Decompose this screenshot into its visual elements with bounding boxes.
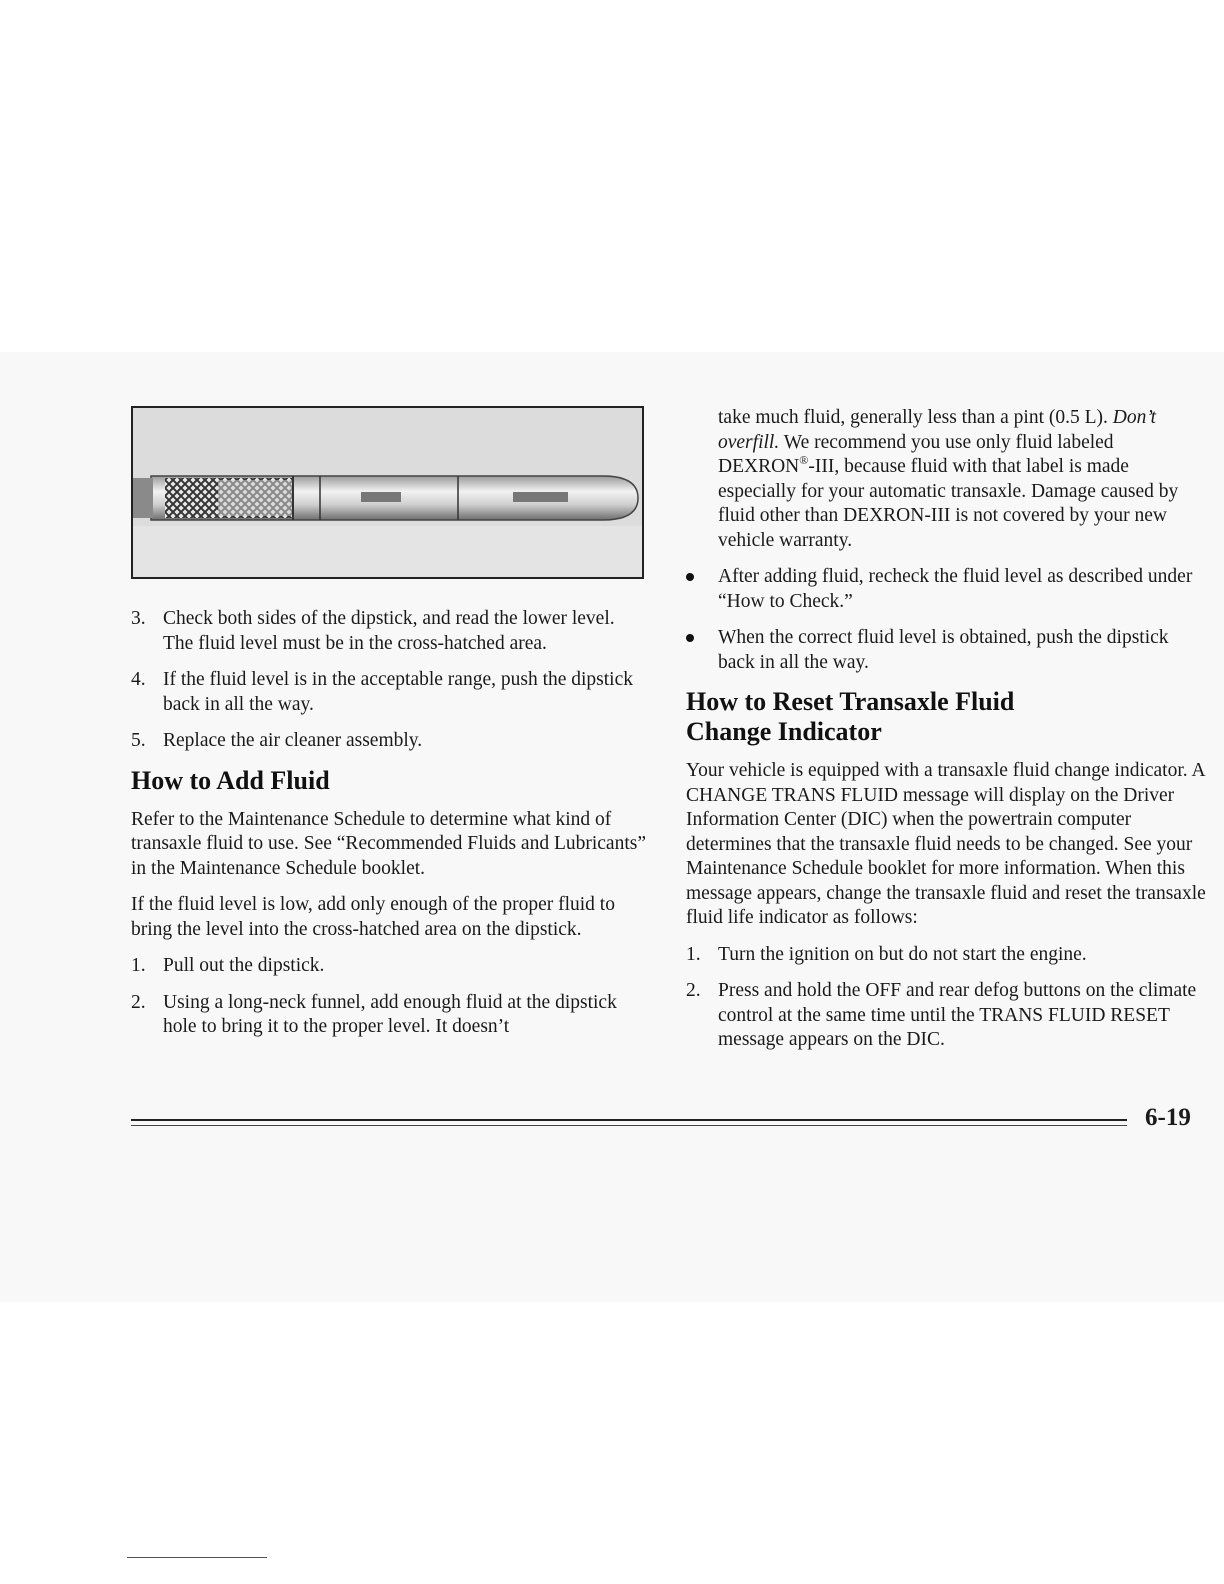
footer-rule-thin [131, 1125, 1127, 1126]
page-number: 6-19 [1145, 1104, 1191, 1131]
paragraph-fluid-low: If the fluid level is low, add only enough of the proper fluid to bring the level into the cross-hatched area on the dipstick. [131, 894, 615, 940]
bottom-link-underline [127, 1557, 267, 1558]
dipstick-illustration [131, 406, 644, 579]
paragraph-reset-indicator: Your vehicle is equipped with a transaxle fluid change indicator. A CHANGE TRANS FLUID message will display on the Driver Information Center (DIC) when the powertrain computer determines that the transaxle fluid needs to be changed. See your Maintenance Schedule booklet for more information. When this message appears, change the transaxle fluid and reset the transaxle fluid life indicator as follows: [686, 760, 1206, 928]
bullet-icon [686, 573, 694, 581]
heading-reset-indicator: How to Reset Transaxle Fluid Change Indicator [686, 687, 1015, 746]
bullet-recheck: After adding fluid, recheck the fluid level as described under “How to Check.” [686, 565, 1206, 614]
step-3: 3. Check both sides of the dipstick, and read the lower level. The fluid level must be in the cross-hatched area. [131, 608, 615, 654]
reset-step-1: 1. Turn the ignition on but do not start the engine. [686, 943, 1087, 965]
registered-mark: ® [799, 453, 809, 467]
add-step-2-continued: take much fluid, generally less than a pint (0.5 L). Don’t overfill. We recommend you use only fluid labeled DEXRON®-III, because fluid with that label is made especially for your automatic transaxle. Damage caused by fluid other than DEXRON-III is not covered by your new vehicle warranty. [718, 407, 1179, 551]
bullet-push-back: When the correct fluid level is obtained, push the dipstick back in all the way. [686, 626, 1206, 675]
step-4: 4. If the fluid level is in the acceptable range, push the dipstick back in all the way. [131, 669, 634, 715]
reset-step-2: 2. Press and hold the OFF and rear defog buttons on the climate control at the same time until the TRANS FLUID RESET message appears on the DIC. [686, 980, 1197, 1050]
right-column [686, 406, 1206, 1065]
bullet-icon [686, 634, 694, 642]
dipstick-icon [133, 408, 644, 579]
paragraph-refer-schedule: Refer to the Maintenance Schedule to determine what kind of transaxle fluid to use. See “Recommended Fluids and Lubricants” in the Maintenance Schedule booklet. [131, 808, 646, 879]
add-step-2: 2. Using a long-neck funnel, add enough fluid at the dipstick hole to bring it to the proper level. It doesn’t [131, 991, 617, 1037]
step-5: 5. Replace the air cleaner assembly. [131, 730, 423, 751]
footer-rule [131, 1119, 1127, 1121]
add-step-1: 1. Pull out the dipstick. [131, 955, 325, 976]
left-column [131, 406, 646, 1052]
heading-how-to-add-fluid: How to Add Fluid [131, 765, 330, 795]
dont-overfill-emphasis: Don’t overfill. [718, 407, 1157, 453]
